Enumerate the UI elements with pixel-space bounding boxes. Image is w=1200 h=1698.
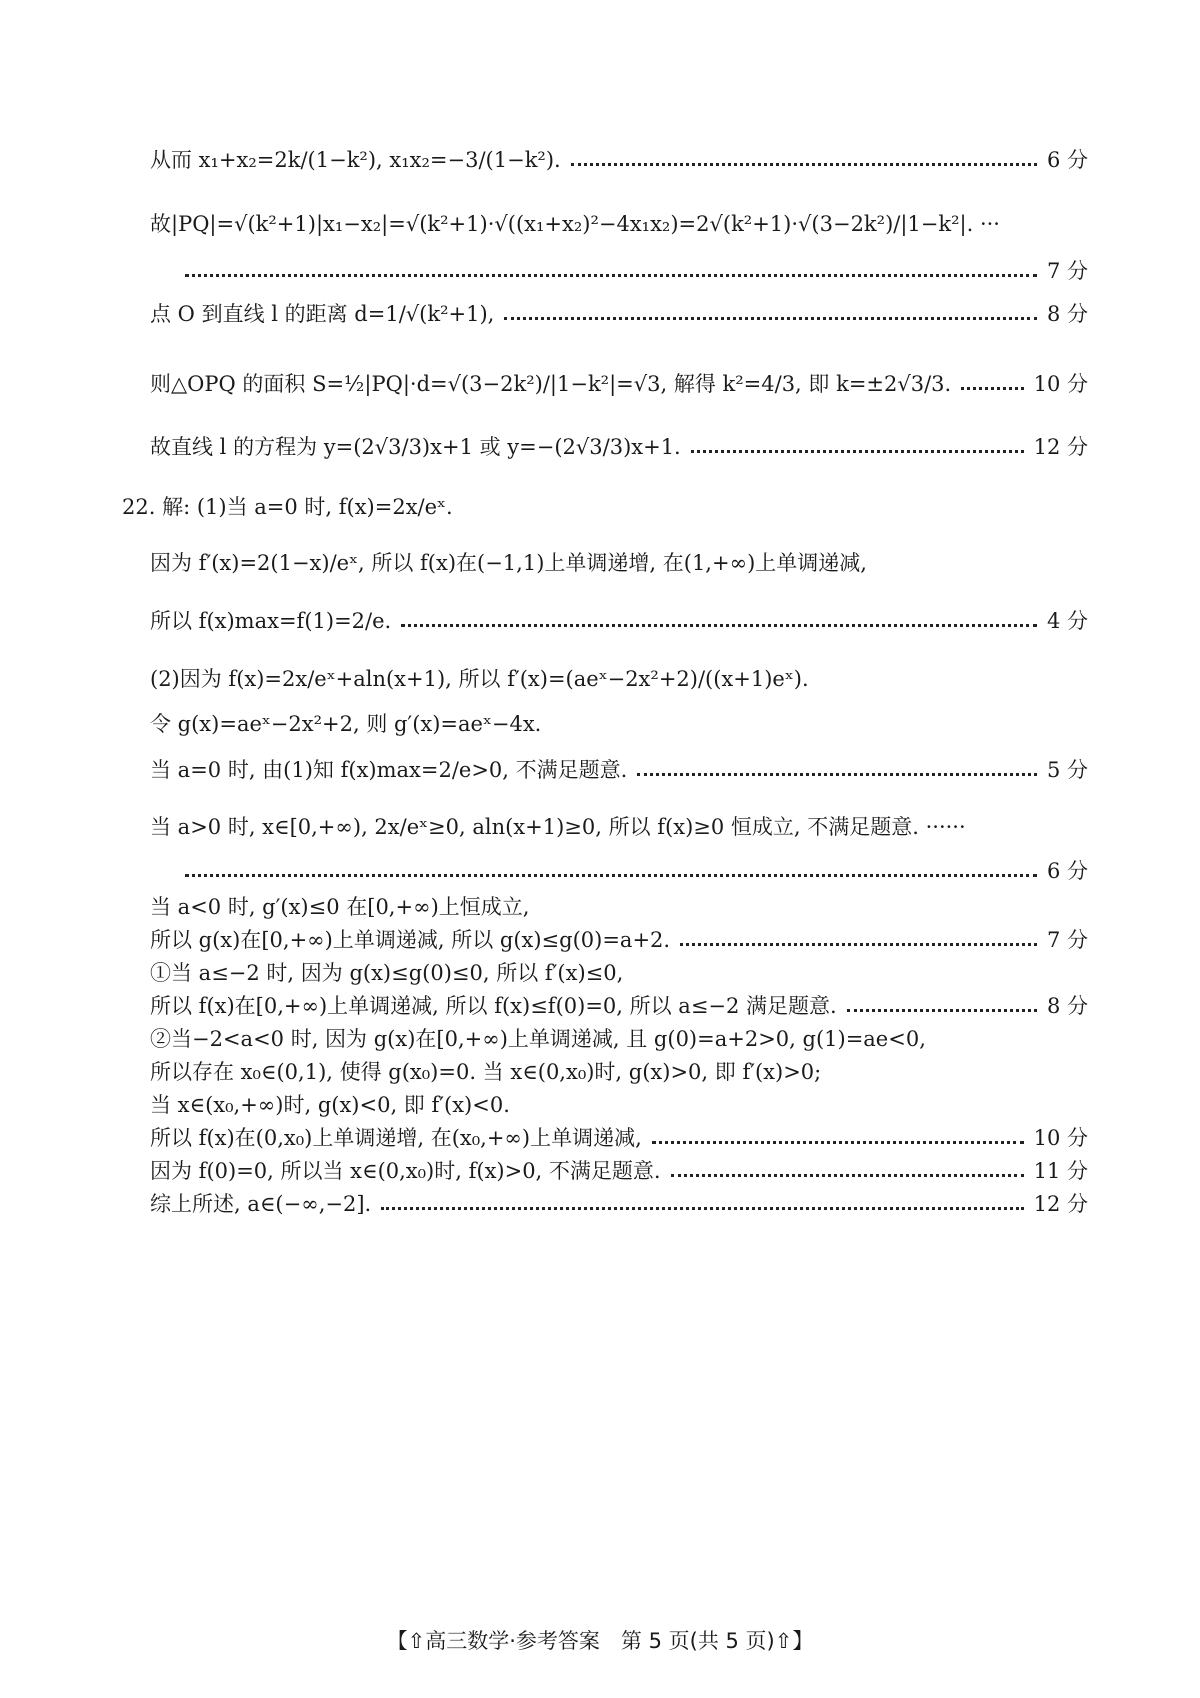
answer-text: 当 a=0 时, 由(1)知 f(x)max=2/e>0, 不满足题意.	[150, 758, 628, 782]
answer-line	[150, 1025, 1088, 1053]
answer-line	[150, 210, 1088, 238]
dot-leader	[961, 387, 1023, 390]
answer-line	[150, 893, 1088, 921]
answer-text: 22. 解: (1)当 a=0 时, f(x)=2x/eˣ.	[122, 495, 453, 519]
answer-line	[150, 1091, 1088, 1119]
answer-text: 因为 f(0)=0, 所以当 x∈(0,x₀)时, f(x)>0, 不满足题意.	[150, 1159, 661, 1183]
answer-text: 令 g(x)=aeˣ−2x²+2, 则 g′(x)=aeˣ−4x.	[150, 712, 542, 736]
score-label: 7 分	[1046, 928, 1088, 952]
dot-leader	[401, 624, 1037, 627]
answer-line	[185, 857, 1088, 885]
answer-text: 当 x∈(x₀,+∞)时, g(x)<0, 即 f′(x)<0.	[150, 1093, 510, 1117]
dot-leader	[185, 274, 1037, 277]
score-label: 12 分	[1033, 435, 1088, 459]
dot-leader	[680, 943, 1037, 946]
score-label: 8 分	[1046, 994, 1088, 1018]
answer-line	[150, 756, 1088, 784]
answer-text: (2)因为 f(x)=2x/eˣ+aln(x+1), 所以 f′(x)=(aeˣ−2x²+2)/((x+1)eˣ).	[150, 667, 809, 691]
answer-line	[150, 1058, 1088, 1086]
answer-text: 从而 x₁+x₂=2k/(1−k²), x₁x₂=−3/(1−k²).	[150, 148, 561, 172]
answer-line	[150, 926, 1088, 954]
dot-leader	[504, 317, 1037, 320]
answer-text: 故直线 l 的方程为 y=(2√3/3)x+1 或 y=−(2√3/3)x+1.	[150, 435, 681, 459]
answer-text: 当 a>0 时, x∈[0,+∞), 2x/eˣ≥0, aln(x+1)≥0, 所以 f(x)≥0 恒成立, 不满足题意. ······	[150, 815, 966, 839]
score-label: 7 分	[1046, 259, 1088, 283]
answer-line	[150, 433, 1088, 461]
answer-text: 所以 f(x)在[0,+∞)上单调递减, 所以 f(x)≤f(0)=0, 所以 a≤−2 满足题意.	[150, 994, 837, 1018]
answer-text: 因为 f′(x)=2(1−x)/eˣ, 所以 f(x)在(−1,1)上单调递增, 在(1,+∞)上单调递减,	[150, 551, 867, 575]
answer-line	[150, 370, 1088, 398]
dot-leader	[571, 163, 1037, 166]
score-label: 4 分	[1046, 609, 1088, 633]
score-label: 6 分	[1046, 859, 1088, 883]
dot-leader	[185, 874, 1037, 877]
dot-leader	[381, 1207, 1023, 1210]
score-label: 10 分	[1033, 1126, 1088, 1150]
answer-line	[150, 300, 1088, 328]
answer-text: 则△OPQ 的面积 S=½|PQ|·d=√(3−2k²)/|1−k²|=√3, 解得 k²=4/3, 即 k=±2√3/3.	[150, 372, 952, 396]
page-footer: 【⇧高三数学·参考答案 第 5 页(共 5 页)⇧】	[386, 1629, 814, 1653]
answer-line	[150, 1124, 1088, 1152]
answer-line	[150, 710, 1088, 738]
dot-leader	[671, 1174, 1024, 1177]
answer-line	[150, 665, 1088, 693]
score-label: 8 分	[1046, 302, 1088, 326]
score-label: 12 分	[1033, 1192, 1088, 1216]
dot-leader	[637, 773, 1037, 776]
answer-line	[150, 959, 1088, 987]
answer-text: 综上所述, a∈(−∞,−2].	[150, 1192, 372, 1216]
answer-text: 故|PQ|=√(k²+1)|x₁−x₂|=√(k²+1)·√((x₁+x₂)²−4x₁x₂)=2√(k²+1)·√(3−2k²)/|1−k²|. ···	[150, 212, 1000, 236]
answer-text: 当 a<0 时, g′(x)≤0 在[0,+∞)上恒成立,	[150, 895, 530, 919]
answer-line	[150, 549, 1088, 577]
answer-text: ②当−2<a<0 时, 因为 g(x)在[0,+∞)上单调递减, 且 g(0)=a+2>0, g(1)=ae<0,	[150, 1027, 926, 1051]
dot-leader	[691, 450, 1024, 453]
answer-line	[150, 813, 1088, 841]
answer-line	[150, 607, 1088, 635]
dot-leader	[652, 1141, 1024, 1144]
score-label: 5 分	[1046, 758, 1088, 782]
answer-line	[150, 1190, 1088, 1218]
answer-text: ①当 a≤−2 时, 因为 g(x)≤g(0)≤0, 所以 f′(x)≤0,	[150, 961, 624, 985]
answer-text: 点 O 到直线 l 的距离 d=1/√(k²+1),	[150, 302, 495, 326]
dot-leader	[847, 1009, 1037, 1012]
score-label: 11 分	[1033, 1159, 1088, 1183]
score-label: 10 分	[1033, 372, 1088, 396]
answer-line	[150, 1157, 1088, 1185]
answer-text: 所以 g(x)在[0,+∞)上单调递减, 所以 g(x)≤g(0)=a+2.	[150, 928, 671, 952]
question-header	[122, 493, 1088, 521]
answer-text: 所以 f(x)在(0,x₀)上单调递增, 在(x₀,+∞)上单调递减,	[150, 1126, 642, 1150]
answer-line	[150, 992, 1088, 1020]
answer-line	[150, 146, 1088, 174]
answer-text: 所以 f(x)max=f(1)=2/e.	[150, 609, 392, 633]
answer-text: 所以存在 x₀∈(0,1), 使得 g(x₀)=0. 当 x∈(0,x₀)时, g(x)>0, 即 f′(x)>0;	[150, 1060, 822, 1084]
score-label: 6 分	[1046, 148, 1088, 172]
answer-line	[185, 257, 1088, 285]
